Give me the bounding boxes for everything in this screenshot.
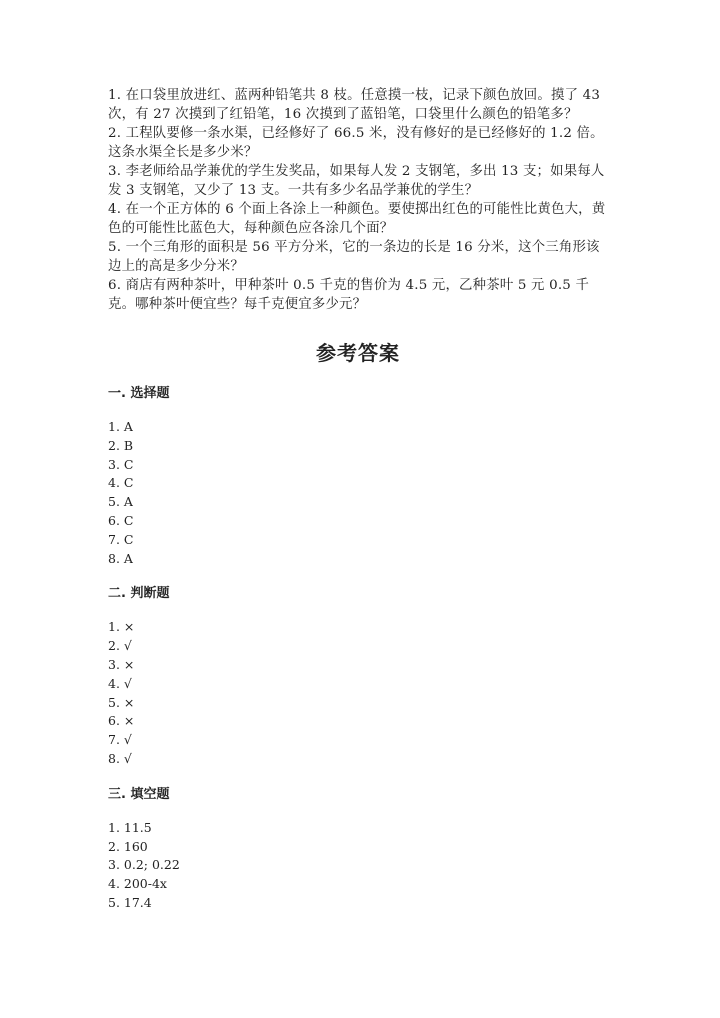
problem-item: 3. 李老师给品学兼优的学生发奖品，如果每人发 2 支钢笔，多出 13 支；如果每人发 3 支钢笔，又少了 13 支。一共有多少名品学兼优的学生？ [108, 164, 605, 198]
answer-list [108, 618, 608, 768]
answer-item: 4. C [108, 475, 134, 491]
answer-item: 1. × [108, 619, 135, 635]
answer-item: 5. A [108, 494, 133, 510]
answer-item: 2. 160 [108, 838, 148, 854]
answer-item: 8. A [108, 550, 133, 566]
section-title: 三. 填空题 [108, 786, 170, 802]
answer-key-title: 参考答案 [316, 341, 400, 365]
answer-item: 6. C [108, 512, 134, 528]
answer-item: 1. A [108, 419, 133, 434]
answer-item: 7. √ [108, 732, 132, 748]
problem-item: 1. 在口袋里放进红、蓝两种铅笔共 8 枝。任意摸一枝，记录下颜色放回。摸了 43 次，有 27 次摸到了红铅笔，16 次摸到了蓝铅笔，口袋里什么颜色的铅笔多？ [108, 88, 601, 122]
answer-item: 5. 17.4 [108, 894, 152, 910]
answer-list [108, 819, 608, 913]
problem-item: 6. 商店有两种茶叶，甲种茶叶 0.5 千克的售价为 4.5 元，乙种茶叶 5 元 0.5 千克。哪种茶叶便宜些？每千克便宜多少元？ [108, 278, 590, 312]
answer-item: 6. × [108, 713, 135, 729]
section-title: 一. 选择题 [108, 386, 170, 401]
document-page [108, 86, 608, 913]
answer-item: 3. 0.2; 0.22 [108, 857, 180, 873]
answer-item: 2. √ [108, 638, 132, 654]
section-title: 二. 判断题 [108, 586, 170, 602]
answer-section-choice [108, 384, 608, 568]
answer-item: 5. × [108, 694, 135, 710]
answer-item: 3. × [108, 656, 135, 672]
answer-item: 1. 11.5 [108, 819, 152, 835]
answer-item: 4. 200-4x [108, 876, 167, 892]
problem-item: 2. 工程队要修一条水渠，已经修好了 66.5 米，没有修好的是已经修好的 1.2 倍。这条水渠全长是多少米？ [108, 126, 604, 160]
answer-item: 4. √ [108, 675, 132, 691]
answer-section-fill-blank [108, 785, 608, 913]
answer-section-judgement [108, 584, 608, 768]
answer-item: 3. C [108, 456, 134, 472]
problem-item: 5. 一个三角形的面积是 56 平方分米，它的一条边的长是 16 分米，这个三角形该边上的高是多少分米？ [108, 240, 600, 274]
answer-item: 8. √ [108, 750, 132, 766]
answer-list [108, 418, 608, 568]
problem-list [108, 86, 608, 314]
answer-item: 2. B [108, 437, 134, 453]
problem-item: 4. 在一个正方体的 6 个面上各涂上一种颜色。要使掷出红色的可能性比黄色大，黄色的可能性比蓝色大，每种颜色应各涂几个面？ [108, 202, 606, 236]
answer-item: 7. C [108, 531, 134, 547]
